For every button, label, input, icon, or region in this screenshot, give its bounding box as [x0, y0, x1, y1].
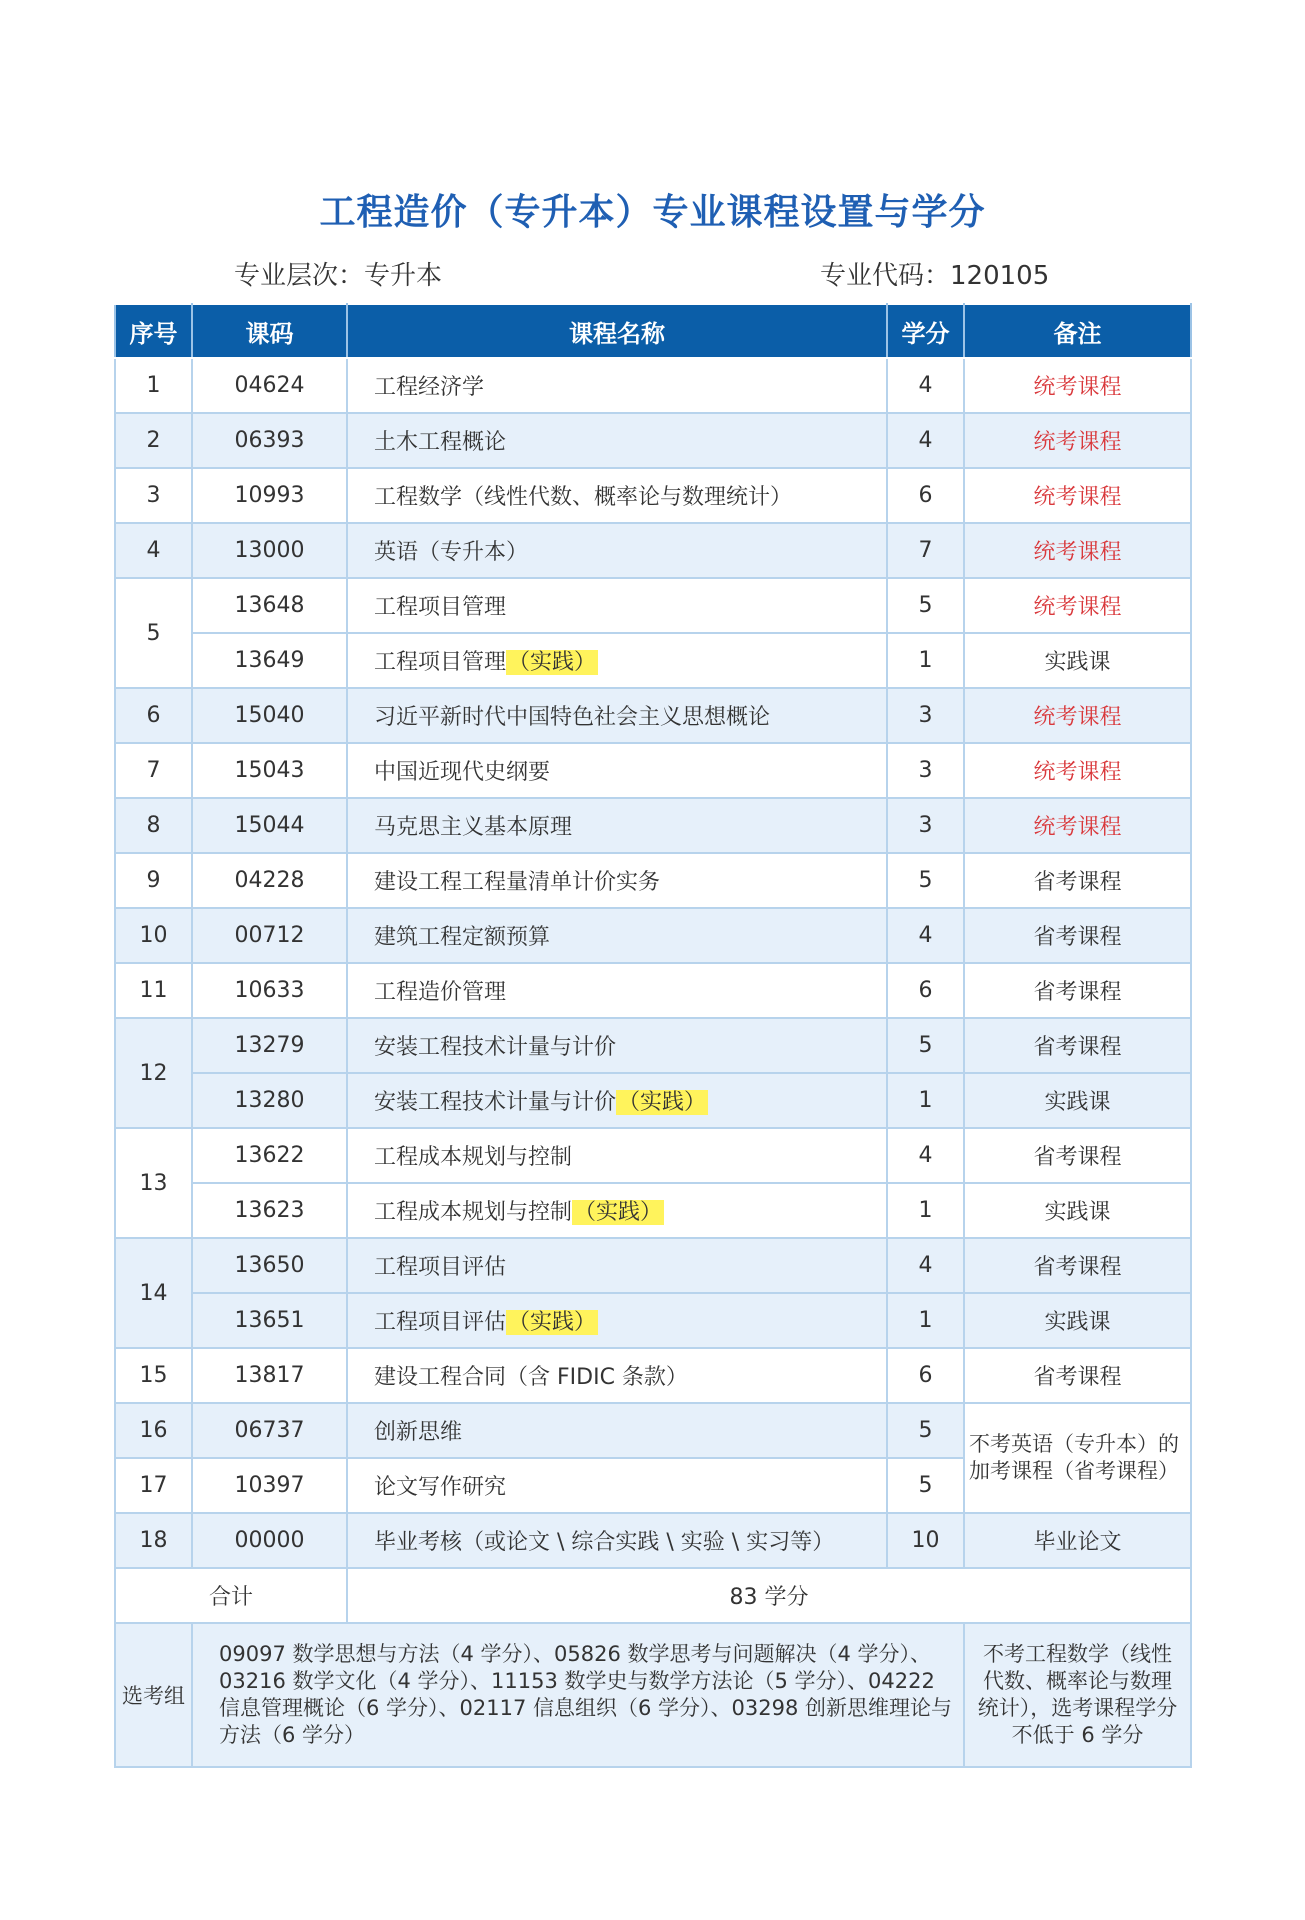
table-row [115, 1183, 1191, 1238]
row-note: 统考课程 [964, 358, 1191, 413]
practice-highlight: （实践） [508, 650, 597, 675]
row-code: 13648 [192, 578, 347, 633]
row-credit: 3 [887, 798, 964, 853]
major-code-label: 专业代码：120105 [820, 261, 1050, 291]
row-note: 实践课 [964, 633, 1191, 688]
row-note: 统考课程 [964, 468, 1191, 523]
row-note: 省考课程 [964, 1018, 1191, 1073]
row-name: 工程成本规划与控制 [347, 1128, 887, 1183]
row-no: 2 [115, 413, 192, 468]
row-credit: 5 [887, 853, 964, 908]
row-note: 省考课程 [964, 908, 1191, 963]
row-no: 7 [115, 743, 192, 798]
row-code: 04624 [192, 358, 347, 413]
header-credit: 学分 [887, 304, 964, 358]
table-row [115, 908, 1191, 963]
row-code: 10993 [192, 468, 347, 523]
row-no: 6 [115, 688, 192, 743]
row-credit: 5 [887, 578, 964, 633]
row-name: 习近平新时代中国特色社会主义思想概论 [347, 688, 887, 743]
row-credit: 6 [887, 963, 964, 1018]
row-credit: 5 [887, 1458, 964, 1513]
row-credit: 7 [887, 523, 964, 578]
total-label: 合计 [115, 1568, 347, 1623]
course-name-text: 工程项目管理 [374, 650, 507, 675]
row-code: 00712 [192, 908, 347, 963]
row-name: 工程经济学 [347, 358, 887, 413]
row-name [347, 633, 887, 688]
table-row [115, 1293, 1191, 1348]
row-code: 10397 [192, 1458, 347, 1513]
table-row [115, 1403, 1191, 1458]
row-name: 建设工程合同（含 FIDIC 条款） [347, 1348, 887, 1403]
page-title: 工程造价（专升本）专业课程设置与学分 [319, 192, 986, 233]
elective-label: 选考组 [115, 1623, 192, 1767]
row-no: 13 [115, 1128, 192, 1238]
table-row [115, 523, 1191, 578]
row-credit: 4 [887, 413, 964, 468]
row-code: 13649 [192, 633, 347, 688]
total-row [115, 1568, 1191, 1623]
practice-highlight: （实践） [574, 1200, 663, 1225]
row-no: 3 [115, 468, 192, 523]
row-code: 13280 [192, 1073, 347, 1128]
row-note-merged: 不考英语（专升本）的加考课程（省考课程） [964, 1403, 1191, 1513]
row-note: 统考课程 [964, 743, 1191, 798]
row-no: 16 [115, 1403, 192, 1458]
row-name: 工程项目评估 [347, 1238, 887, 1293]
table-row [115, 1073, 1191, 1128]
row-credit: 4 [887, 358, 964, 413]
row-code: 15043 [192, 743, 347, 798]
row-name: 马克思主义基本原理 [347, 798, 887, 853]
row-name: 英语（专升本） [347, 523, 887, 578]
row-no: 17 [115, 1458, 192, 1513]
row-code: 15044 [192, 798, 347, 853]
table-row [115, 963, 1191, 1018]
row-credit: 3 [887, 688, 964, 743]
row-code: 10633 [192, 963, 347, 1018]
course-name-text: 安装工程技术计量与计价 [374, 1090, 617, 1115]
row-note: 统考课程 [964, 523, 1191, 578]
table-row [115, 1348, 1191, 1403]
row-no: 10 [115, 908, 192, 963]
row-note: 省考课程 [964, 853, 1191, 908]
header-code: 课码 [192, 304, 347, 358]
row-name: 建筑工程定额预算 [347, 908, 887, 963]
row-credit: 1 [887, 1073, 964, 1128]
row-note: 统考课程 [964, 413, 1191, 468]
row-name: 创新思维 [347, 1403, 887, 1458]
row-code: 00000 [192, 1513, 347, 1568]
row-credit: 10 [887, 1513, 964, 1568]
row-note: 省考课程 [964, 1348, 1191, 1403]
major-level-label: 专业层次：专升本 [234, 261, 443, 291]
practice-highlight: （实践） [618, 1090, 707, 1115]
elective-row [115, 1623, 1191, 1767]
row-code: 13622 [192, 1128, 347, 1183]
header-name: 课程名称 [347, 304, 887, 358]
row-credit: 4 [887, 908, 964, 963]
row-no: 9 [115, 853, 192, 908]
elective-courses: 09097 数学思想与方法（4 学分）、05826 数学思考与问题解决（4 学分）、03216 数学文化（4 学分）、11153 数学史与数学方法论（5 学分）、04222 信息管理概论（6 学分）、02117 信息组织（6 学分）、03298 创新思维理论与方法（6 学分） [192, 1623, 964, 1767]
row-no: 4 [115, 523, 192, 578]
row-credit: 4 [887, 1128, 964, 1183]
course-name-text: 工程成本规划与控制 [374, 1200, 573, 1225]
row-no: 5 [115, 578, 192, 688]
row-no: 15 [115, 1348, 192, 1403]
table-row [115, 743, 1191, 798]
row-code: 13279 [192, 1018, 347, 1073]
row-name: 建设工程工程量清单计价实务 [347, 853, 887, 908]
table-row [115, 413, 1191, 468]
row-no: 11 [115, 963, 192, 1018]
table-row [115, 798, 1191, 853]
table-row [115, 853, 1191, 908]
row-credit: 6 [887, 1348, 964, 1403]
row-note: 省考课程 [964, 1238, 1191, 1293]
table-row [115, 358, 1191, 413]
row-no: 8 [115, 798, 192, 853]
table-row [115, 1128, 1191, 1183]
row-code: 13817 [192, 1348, 347, 1403]
row-no: 18 [115, 1513, 192, 1568]
row-note: 统考课程 [964, 798, 1191, 853]
row-credit: 1 [887, 1183, 964, 1238]
row-note: 省考课程 [964, 963, 1191, 1018]
row-note: 实践课 [964, 1073, 1191, 1128]
course-name-text: 工程项目评估 [374, 1310, 507, 1335]
header-note: 备注 [964, 304, 1191, 358]
row-code: 13650 [192, 1238, 347, 1293]
row-name [347, 1183, 887, 1238]
total-value: 83 学分 [347, 1568, 1191, 1623]
row-credit: 5 [887, 1018, 964, 1073]
row-name [347, 1293, 887, 1348]
row-code: 04228 [192, 853, 347, 908]
practice-highlight: （实践） [508, 1310, 597, 1335]
row-name: 工程造价管理 [347, 963, 887, 1018]
row-credit: 1 [887, 633, 964, 688]
row-code: 13000 [192, 523, 347, 578]
row-code: 13623 [192, 1183, 347, 1238]
table-header-row [115, 304, 1191, 358]
table-row [115, 468, 1191, 523]
row-name: 论文写作研究 [347, 1458, 887, 1513]
row-note: 统考课程 [964, 688, 1191, 743]
row-code: 06393 [192, 413, 347, 468]
row-note: 毕业论文 [964, 1513, 1191, 1568]
header-no: 序号 [115, 304, 192, 358]
row-credit: 1 [887, 1293, 964, 1348]
row-no: 12 [115, 1018, 192, 1128]
row-code: 13651 [192, 1293, 347, 1348]
row-name [347, 1073, 887, 1128]
row-name: 工程项目管理 [347, 578, 887, 633]
row-no: 14 [115, 1238, 192, 1348]
row-note: 统考课程 [964, 578, 1191, 633]
row-note: 实践课 [964, 1293, 1191, 1348]
row-no: 1 [115, 358, 192, 413]
table-row [115, 688, 1191, 743]
table-row [115, 633, 1191, 688]
row-name: 安装工程技术计量与计价 [347, 1018, 887, 1073]
row-credit: 5 [887, 1403, 964, 1458]
row-name: 工程数学（线性代数、概率论与数理统计） [347, 468, 887, 523]
row-credit: 4 [887, 1238, 964, 1293]
table-row [115, 1238, 1191, 1293]
course-table [114, 303, 1192, 1768]
row-note: 省考课程 [964, 1128, 1191, 1183]
table-row [115, 578, 1191, 633]
row-code: 06737 [192, 1403, 347, 1458]
row-credit: 3 [887, 743, 964, 798]
row-code: 15040 [192, 688, 347, 743]
row-name: 中国近现代史纲要 [347, 743, 887, 798]
row-credit: 6 [887, 468, 964, 523]
row-name: 土木工程概论 [347, 413, 887, 468]
table-row [115, 1513, 1191, 1568]
row-note: 实践课 [964, 1183, 1191, 1238]
row-name: 毕业考核（或论文 \ 综合实践 \ 实验 \ 实习等） [347, 1513, 887, 1568]
elective-note: 不考工程数学（线性代数、概率论与数理统计），选考课程学分不低于 6 学分 [964, 1623, 1191, 1767]
table-row [115, 1018, 1191, 1073]
